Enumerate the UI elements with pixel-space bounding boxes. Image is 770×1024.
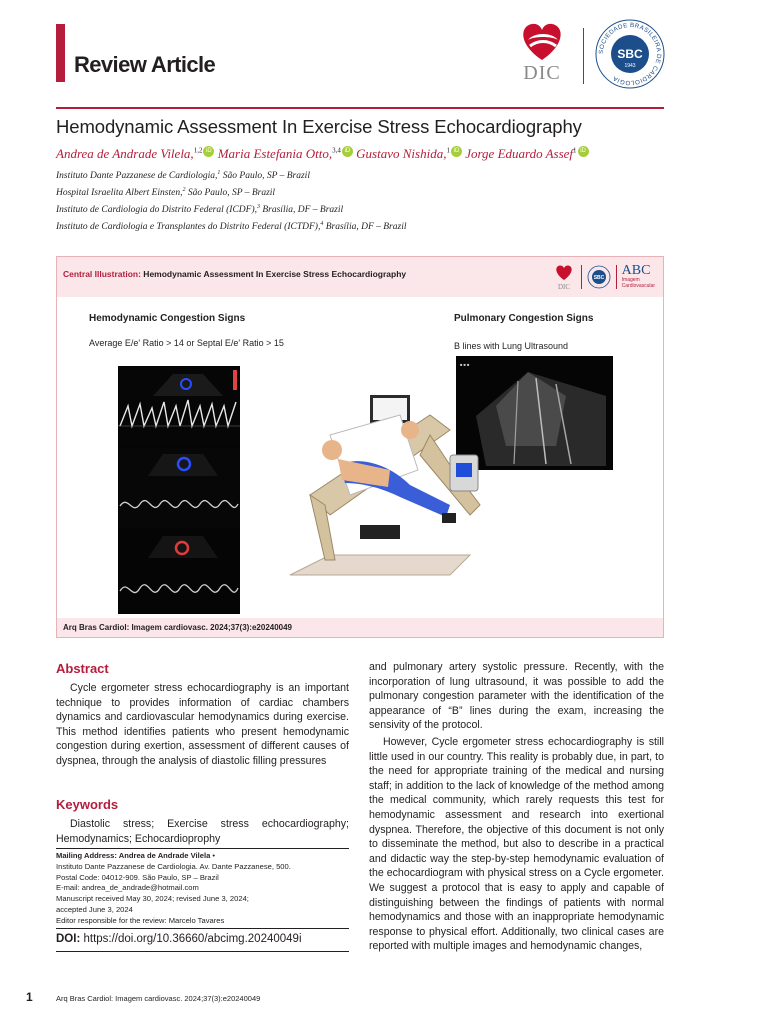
body-paragraph: However, Cycle ergometer stress echocardiography is still little used in our country. This reality is probably due, in part, to the need for appropriate training of the medical and nursing staff; in addition to the lack of knowledge of the method among the medical community, which rarely requests this test for hemodynamic assessment and research into exertional dyspnea. Therefore, the objective of this document is not only to disseminate the method, but also to describe in a practical and didactic way the step-by-step hemodynamic evaluation of the echocardiogram with physical stress on a Cycle ergometer. We suggest a protocol that is easy to apply and capable of distinguishing between the findings of patients with normal hemodynamics and those with an inappropriate hemodynamic response to physical effort. Additionally, two clinical cases are reported with multiple images and hemodynamic changes, (369, 735, 664, 953)
mini-dic-logo (552, 263, 576, 291)
author-list: Andrea de Andrade Vilela,$^{1,2}$ iD Maria Estefania Otto,$^{3,4}$ iD Gustavo Nishida,$^1$ iD Jorge Eduardo Assef$^1$ iD (56, 146, 676, 162)
page-number: 1 (26, 990, 33, 1004)
mailing-line: Postal Code: 04012-909. São Paulo, SP – Brazil (56, 872, 219, 882)
abstract-text: Cycle ergometer stress echocardiography is an important technique to provides information of cardiac chambers dynamics and cardiovascular hemodynamics during exercise. This method identifies patients who present hemodynamic congestion during exertion, assessment of different causes of dyspnea, through the analysis of diastolic filling pressures (56, 682, 349, 767)
ci-footer (57, 618, 663, 637)
heart-icon (556, 265, 571, 280)
mailing-line: accepted June 3, 2024 (56, 904, 133, 914)
mini-sbc-logo (587, 265, 611, 289)
sbc-ring-text: SOCIEDADE BRASILEIRA DE CARDIOLOGIA (597, 21, 663, 87)
left-panel-subtitle: Average E/e' Ratio > 14 or Septal E/e' Ratio > 15 (89, 338, 284, 348)
author-name[interactable]: Jorge Eduardo Assef (465, 146, 574, 161)
page-footer-citation: Arq Bras Cardiol: Imagem cardiovasc. 2024;37(3):e20240049 (56, 994, 261, 1003)
doi: DOI: https://doi.org/10.36660/abcimg.20240049i (56, 933, 302, 945)
affiliation-item: Hospital Israelita Albert Einsten,$^2$ São Paulo, SP – Brazil (56, 187, 276, 199)
mini-abc-logo: ABC Imagem Cardiovascular (621, 263, 655, 289)
right-panel-heading: Pulmonary Congestion Signs (454, 313, 594, 324)
author-name[interactable]: Gustavo Nishida, (356, 146, 447, 161)
ci-title: Central Illustration: Hemodynamic Assessment In Exercise Stress Echocardiography (63, 269, 407, 279)
abstract-heading: Abstract (56, 661, 109, 676)
ci-header (57, 257, 663, 297)
article-title: Hemodynamic Assessment In Exercise Stress Echocardiography (56, 116, 582, 137)
author-name[interactable]: Maria Estefania Otto, (217, 146, 333, 161)
left-panel-heading: Hemodynamic Congestion Signs (89, 313, 246, 324)
logo-divider (583, 28, 584, 84)
keywords-heading: Keywords (56, 797, 119, 812)
section-accent-bar (56, 24, 65, 82)
orcid-icon[interactable]: iD (342, 146, 353, 157)
logo-divider (616, 265, 617, 289)
dic-logo-text: DIC (523, 62, 561, 84)
cycle-ergometer-scene (250, 375, 500, 595)
divider (56, 848, 349, 849)
affiliation-list (56, 166, 406, 235)
central-illustration (56, 256, 664, 638)
mailing-line: Instituto Dante Pazzanese de Cardiologia. Av. Dante Pazzanese, 500. (56, 861, 291, 871)
body-text-column (369, 660, 664, 954)
keywords-text: Diastolic stress; Exercise stress echocardiography; Hemodynamics; Echocardioprophy (56, 818, 349, 845)
svg-text:SBC: SBC (593, 275, 604, 281)
affiliation-item: Instituto de Cardiologia e Transplantes do Distrito Federal (ICTDF),$^4$ Brasília, DF – Brazil (56, 221, 407, 233)
orcid-icon[interactable]: iD (203, 146, 214, 157)
header-rule (56, 107, 664, 109)
affiliation-item: Instituto de Cardiologia do Distrito Federal (ICDF),$^3$ Brasília, DF – Brazil (56, 204, 344, 216)
mailing-address: Mailing Address: Andrea de Andrade Vilela • Instituto Dante Pazzanese de Cardiologia. Av. Dante Pazzanese, 500. Postal Code: 04012-909. São Paulo, SP – Brazil E-mail: andrea_de_andrade@hotmail.com Manuscript received May 30, 2024; revised June 3, 2024; accepted June 3, 2024 Editor responsible for the review: Marcelo Tavares (56, 851, 349, 927)
orcid-icon[interactable]: iD (578, 146, 589, 157)
svg-text:■ ■ ■: ■ ■ ■ (460, 362, 470, 367)
sbc-seal-logo (594, 18, 666, 90)
echo-doppler-image (118, 366, 240, 614)
mailing-line: Editor responsible for the review: Marcelo Tavares (56, 915, 225, 925)
sbc-logo-text: SBC (617, 47, 643, 61)
doi-link[interactable]: https://doi.org/10.36660/abcimg.20240049i (80, 933, 302, 945)
divider (56, 951, 349, 952)
logo-divider (581, 265, 582, 289)
svg-text:DIC: DIC (557, 283, 570, 291)
orcid-icon[interactable]: iD (451, 146, 462, 157)
mailing-email[interactable]: E-mail: andrea_de_andrade@hotmail.com (56, 883, 199, 893)
sbc-year: 1943 (624, 63, 636, 69)
ci-logos (552, 261, 655, 293)
body-paragraph: and pulmonary artery systolic pressure. Recently, with the incorporation of lung ultrasound, it was possible to add the pulmonary congestion parameter with the identification of the appearance of “B” lines during the exam, increasing the sensivity of the protocol. (369, 661, 664, 732)
affiliation-item: Instituto Dante Pazzanese de Cardiologia,$^1$ São Paulo, SP – Brazil (56, 170, 310, 182)
author-name[interactable]: Andrea de Andrade Vilela, (56, 146, 194, 161)
mailing-label: Mailing Address: Andrea de Andrade Vilela (56, 851, 211, 860)
divider (56, 928, 349, 929)
right-panel-subtitle: B lines with Lung Ultrasound (454, 341, 569, 351)
mailing-line: Manuscript received May 30, 2024; revised June 3, 2024; (56, 894, 249, 904)
ci-citation: Arq Bras Cardiol: Imagem cardiovasc. 2024;37(3):e20240049 (63, 623, 293, 632)
section-label: Review Article (74, 52, 216, 77)
